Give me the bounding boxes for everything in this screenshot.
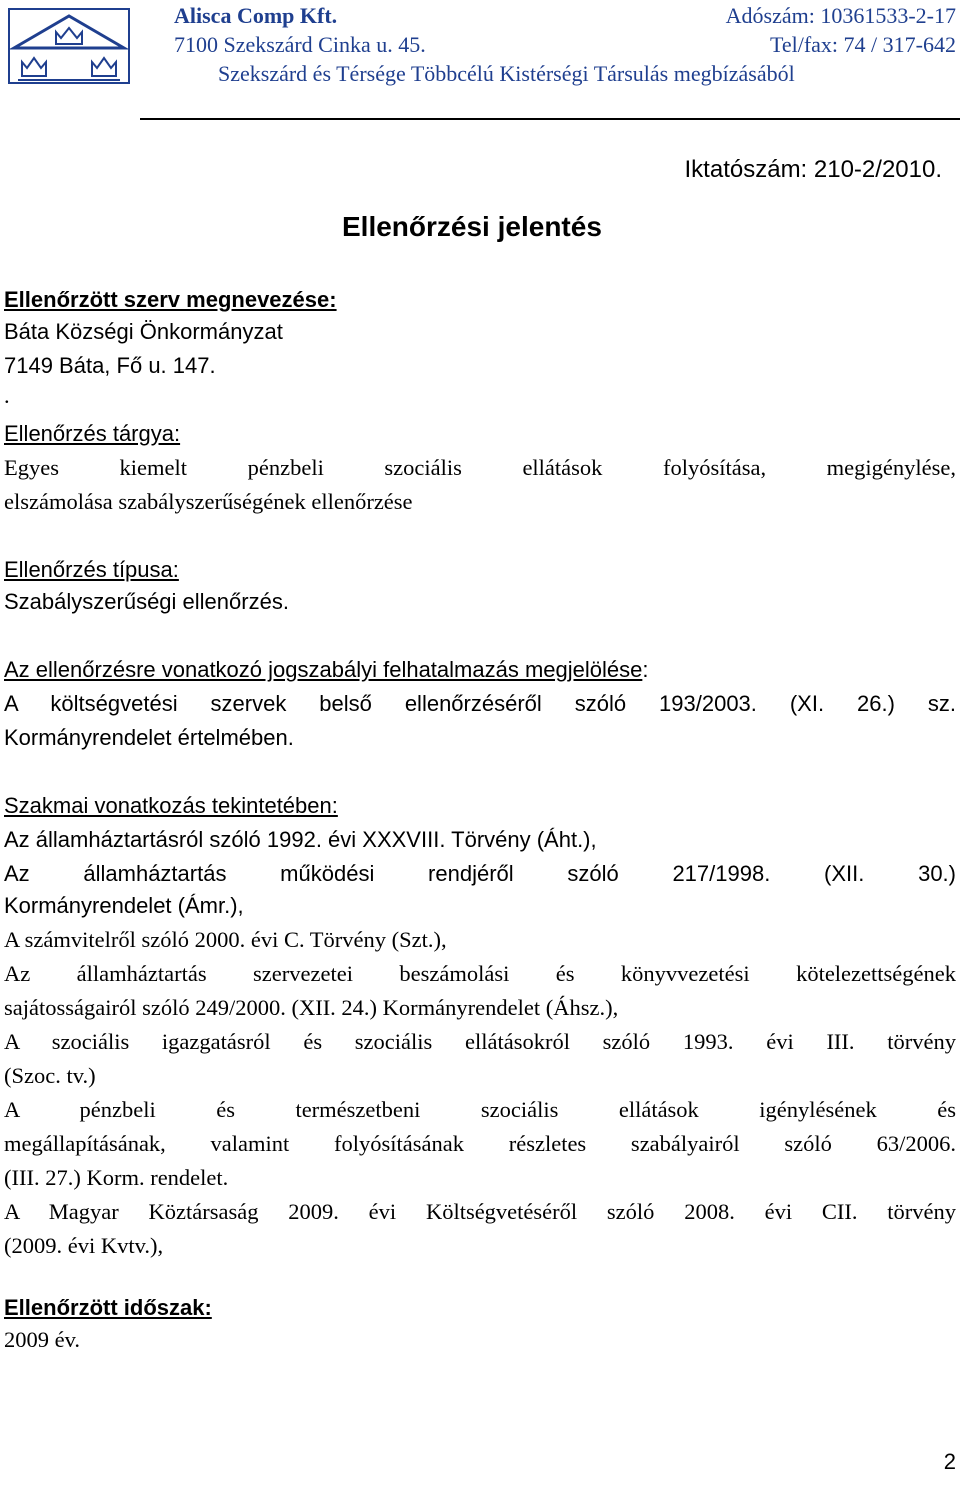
tel-fax: Tel/fax: 74 / 317-642 (769, 32, 956, 57)
tax-id: Adószám: 10361533-2-17 (725, 3, 956, 28)
audited-entity-name: Báta Községi Önkormányzat (4, 319, 283, 344)
professional-line-10: megállapításának, valamint folyósításának részletes szabályairól szóló 63/2006. (4, 1131, 956, 1156)
professional-line-12: A Magyar Köztársaság 2009. évi Költségvetéséről szóló 2008. évi CII. törvény (4, 1199, 956, 1224)
professional-line-11: (III. 27.) Korm. rendelet. (4, 1165, 229, 1190)
professional-line-7: A szociális igazgatásról és szociális ellátásokról szóló 1993. évi III. törvény (4, 1029, 956, 1054)
audited-entity-label: Ellenőrzött szerv megnevezése: (4, 287, 337, 312)
professional-line-1: Az államháztartásról szóló 1992. évi XXXVIII. Törvény (Áht.), (4, 827, 597, 852)
professional-line-3: Kormányrendelet (Ámr.), (4, 893, 244, 918)
audited-entity-address: 7149 Báta, Fő u. 147. (4, 353, 216, 378)
period-value: 2009 év. (4, 1327, 81, 1352)
legal-basis-label: Az ellenőrzésre vonatkozó jogszabályi felhatalmazás megjelölése (4, 657, 643, 682)
page-number: 2 (943, 1449, 956, 1474)
type-value: Szabályszerűségi ellenőrzés. (4, 589, 289, 614)
professional-line-5: Az államháztartás szervezetei beszámolási és könyvvezetési kötelezettségének (4, 961, 956, 986)
separator-dot: . (4, 383, 10, 408)
header-rule (140, 118, 960, 120)
professional-label: Szakmai vonatkozás tekintetében: (4, 793, 338, 818)
crowns-logo-icon (8, 8, 130, 84)
period-label: Ellenőrzött időszak: (4, 1295, 212, 1320)
professional-line-9: A pénzbeli és természetbeni szociális ellátások igénylésének és (4, 1097, 956, 1122)
professional-line-8: (Szoc. tv.) (4, 1063, 96, 1088)
professional-line-2: Az államháztartás működési rendjéről szóló 217/1998. (XII. 30.) (4, 861, 956, 886)
professional-line-13: (2009. évi Kvtv.), (4, 1233, 164, 1258)
type-label: Ellenőrzés típusa: (4, 557, 179, 582)
professional-line-4: A számvitelről szóló 2000. évi C. Törvény (Szt.), (4, 927, 447, 952)
company-address: 7100 Szekszárd Cinka u. 45. (174, 32, 426, 57)
document-title: Ellenőrzési jelentés (342, 211, 602, 242)
company-name: Alisca Comp Kft. (174, 3, 338, 28)
legal-basis-line-1: A költségvetési szervek belső ellenőrzéséről szóló 193/2003. (XI. 26.) sz. (4, 691, 956, 716)
legal-basis-heading (4, 654, 648, 686)
subject-label: Ellenőrzés tárgya: (4, 421, 181, 446)
legal-basis-colon: : (642, 657, 649, 682)
subject-line-2: elszámolása szabályszerűségének ellenőrzése (4, 489, 413, 514)
legal-basis-line-2: Kormányrendelet értelmében. (4, 725, 294, 750)
file-number: Iktatószám: 210-2/2010. (684, 156, 942, 183)
subject-line-1: Egyes kiemelt pénzbeli szociális ellátások folyósítása, megigénylése, (4, 455, 956, 480)
professional-line-6: sajátosságairól szóló 249/2000. (XII. 24.) Kormányrendelet (Áhsz.), (4, 995, 619, 1020)
commission-line: Szekszárd és Térsége Többcélú Kistérségi Társulás megbízásából (218, 61, 795, 86)
